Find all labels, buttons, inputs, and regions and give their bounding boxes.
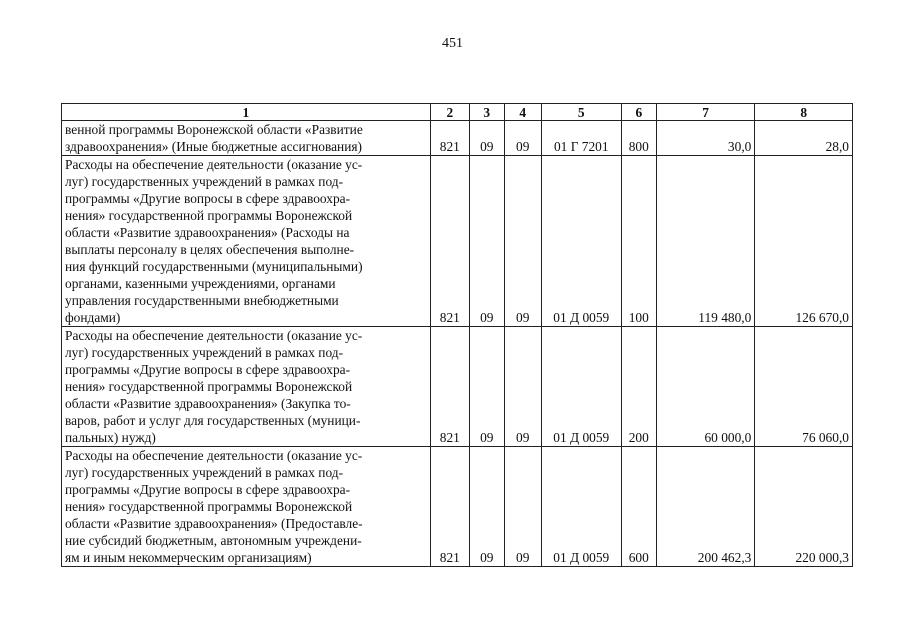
target-article-code: 01 Д 0059: [541, 156, 621, 327]
expense-type-code: 100: [621, 156, 656, 327]
description-line: нения» государственной программы Воронежской: [65, 379, 353, 394]
subsection-code: 09: [504, 156, 541, 327]
column-header-4: 4: [504, 104, 541, 121]
description-line: органами, казенными учреждениями, органами: [65, 276, 336, 291]
description-line: выплаты персоналу в целях обеспечения выполне-: [65, 242, 355, 257]
amount-col-7: 30,0: [656, 121, 755, 156]
column-header-3: 3: [469, 104, 504, 121]
column-header-6: 6: [621, 104, 656, 121]
target-article-code: 01 Д 0059: [541, 447, 621, 567]
description-line: программы «Другие вопросы в сфере здравоохра-: [65, 482, 351, 497]
description-line: пальных) нужд): [65, 430, 156, 445]
section-code: 09: [469, 327, 504, 447]
description-line: программы «Другие вопросы в сфере здравоохра-: [65, 362, 351, 377]
table-header-row: [62, 104, 853, 121]
description-line: области «Развитие здравоохранения» (Закупка то-: [65, 396, 351, 411]
description-line: области «Развитие здравоохранения» (Предоставле-: [65, 516, 363, 531]
table-row: [62, 121, 853, 156]
amount-col-8: 126 670,0: [755, 156, 853, 327]
row-description: [62, 121, 431, 156]
description-line: управления государственными внебюджетными: [65, 293, 339, 308]
description-line: луг) государственных учреждений в рамках под-: [65, 465, 344, 480]
description-line: Расходы на обеспечение деятельности (оказание ус-: [65, 157, 363, 172]
row-description: [62, 327, 431, 447]
target-article-code: 01 Д 0059: [541, 327, 621, 447]
ministry-code: 821: [430, 156, 469, 327]
description-line: венной программы Воронежской области «Развитие: [65, 122, 363, 137]
expense-type-code: 200: [621, 327, 656, 447]
amount-col-7: 119 480,0: [656, 156, 755, 327]
description-line: луг) государственных учреждений в рамках под-: [65, 174, 344, 189]
expense-type-code: 600: [621, 447, 656, 567]
page-number: 451: [442, 36, 463, 51]
table-row: [62, 156, 853, 327]
subsection-code: 09: [504, 121, 541, 156]
description-line: Расходы на обеспечение деятельности (оказание ус-: [65, 328, 363, 343]
column-header-8: 8: [755, 104, 853, 121]
description-line: фондами): [65, 310, 121, 325]
target-article-code: 01 Г 7201: [541, 121, 621, 156]
column-header-2: 2: [430, 104, 469, 121]
description-line: ния функций государственными (муниципальными): [65, 259, 363, 274]
description-line: нения» государственной программы Воронежской: [65, 499, 353, 514]
column-header-7: 7: [656, 104, 755, 121]
description-line: области «Развитие здравоохранения» (Расходы на: [65, 225, 350, 240]
row-description: [62, 447, 431, 567]
section-code: 09: [469, 447, 504, 567]
description-line: программы «Другие вопросы в сфере здравоохра-: [65, 191, 351, 206]
amount-col-7: 60 000,0: [656, 327, 755, 447]
amount-col-8: 76 060,0: [755, 327, 853, 447]
description-line: ям и иным некоммерческим организациям): [65, 550, 312, 565]
description-line: луг) государственных учреждений в рамках под-: [65, 345, 344, 360]
description-line: нения» государственной программы Воронежской: [65, 208, 353, 223]
subsection-code: 09: [504, 447, 541, 567]
section-code: 09: [469, 121, 504, 156]
column-header-5: 5: [541, 104, 621, 121]
amount-col-8: 28,0: [755, 121, 853, 156]
ministry-code: 821: [430, 447, 469, 567]
subsection-code: 09: [504, 327, 541, 447]
section-code: 09: [469, 156, 504, 327]
column-header-1: 1: [62, 104, 431, 121]
description-line: Расходы на обеспечение деятельности (оказание ус-: [65, 448, 363, 463]
amount-col-8: 220 000,3: [755, 447, 853, 567]
table-row: [62, 327, 853, 447]
description-line: здравоохранения» (Иные бюджетные ассигнования): [65, 139, 363, 154]
expense-type-code: 800: [621, 121, 656, 156]
row-description: [62, 156, 431, 327]
table-row: [62, 447, 853, 567]
amount-col-7: 200 462,3: [656, 447, 755, 567]
ministry-code: 821: [430, 121, 469, 156]
description-line: ние субсидий бюджетным, автономным учреждени-: [65, 533, 362, 548]
budget-table: [61, 103, 853, 567]
description-line: варов, работ и услуг для государственных (муници-: [65, 413, 361, 428]
ministry-code: 821: [430, 327, 469, 447]
